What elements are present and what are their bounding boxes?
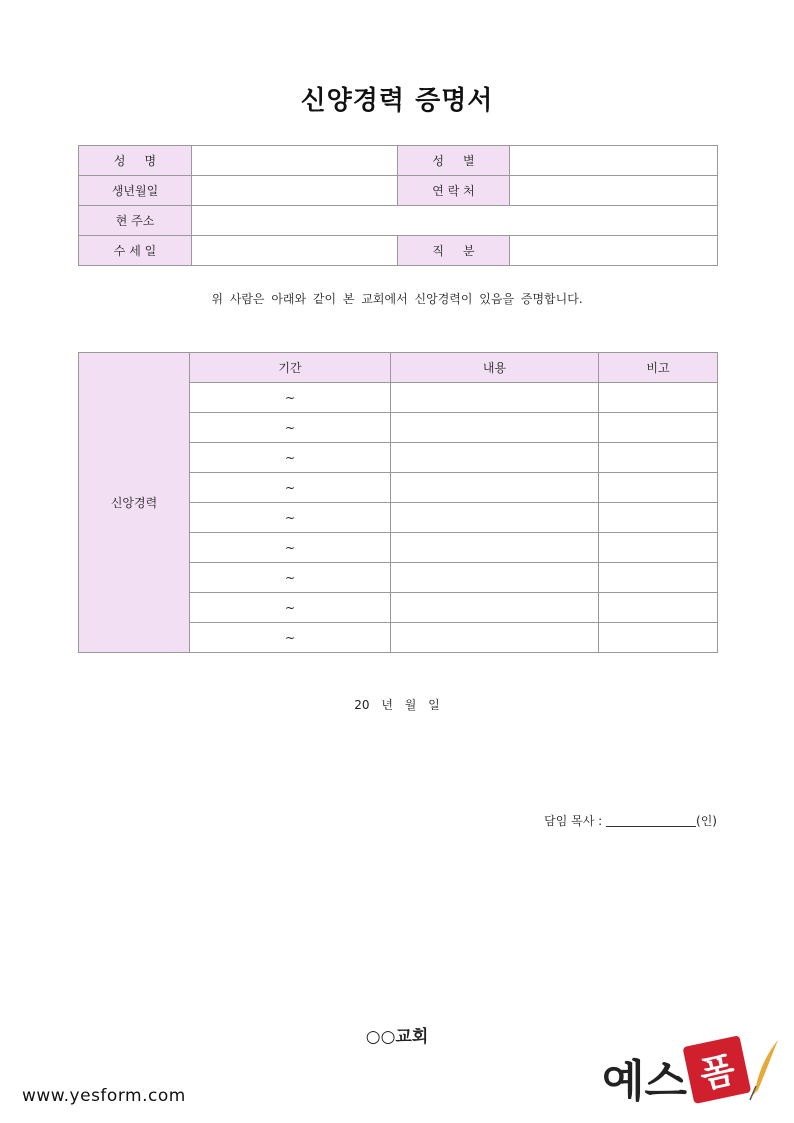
gender-field[interactable] xyxy=(510,146,718,176)
content-cell[interactable] xyxy=(391,503,599,533)
seal-mark: (인) xyxy=(696,814,717,828)
personal-info-table xyxy=(78,145,718,266)
position-label: 직 분 xyxy=(398,236,510,266)
logo-text-main: 예스 xyxy=(602,1056,688,1107)
name-label: 성 명 xyxy=(79,146,192,176)
birth-label: 생년월일 xyxy=(79,176,192,206)
signature-line[interactable] xyxy=(606,814,696,827)
note-cell[interactable] xyxy=(599,623,718,653)
note-cell[interactable] xyxy=(599,443,718,473)
contact-label: 연 락 처 xyxy=(398,176,510,206)
logo-text-badge: 폼 xyxy=(696,1049,739,1097)
content-cell[interactable] xyxy=(391,413,599,443)
position-field[interactable] xyxy=(510,236,718,266)
period-cell[interactable]: ~ xyxy=(190,443,391,473)
certification-statement: 위 사람은 아래와 같이 본 교회에서 신앙경력이 있음을 증명합니다. xyxy=(211,292,583,306)
note-cell[interactable] xyxy=(599,503,718,533)
church-name: ○○교회 xyxy=(365,1027,429,1047)
pastor-label: 담임 목사 : xyxy=(544,814,603,828)
birth-field[interactable] xyxy=(192,176,398,206)
document-title: 신양경력 증명서 xyxy=(300,86,494,116)
period-cell[interactable]: ~ xyxy=(190,563,391,593)
history-section-label: 신앙경력 xyxy=(79,353,190,653)
period-header: 기간 xyxy=(190,353,391,383)
gender-label: 성 별 xyxy=(398,146,510,176)
website-url[interactable]: www.yesform.com xyxy=(22,1086,186,1106)
address-field[interactable] xyxy=(192,206,718,236)
contact-field[interactable] xyxy=(510,176,718,206)
content-cell[interactable] xyxy=(391,623,599,653)
name-field[interactable] xyxy=(192,146,398,176)
content-cell[interactable] xyxy=(391,593,599,623)
content-cell[interactable] xyxy=(391,443,599,473)
yesform-logo xyxy=(600,1030,782,1110)
note-cell[interactable] xyxy=(599,563,718,593)
period-cell[interactable]: ~ xyxy=(190,503,391,533)
period-cell[interactable]: ~ xyxy=(190,533,391,563)
pastor-signature xyxy=(544,812,717,829)
note-header: 비고 xyxy=(599,353,718,383)
note-cell[interactable] xyxy=(599,593,718,623)
period-cell[interactable]: ~ xyxy=(190,623,391,653)
content-cell[interactable] xyxy=(391,383,599,413)
quill-pen-icon xyxy=(750,1040,778,1100)
period-cell[interactable]: ~ xyxy=(190,413,391,443)
baptism-field[interactable] xyxy=(192,236,398,266)
date-line: 20 년 월 일 xyxy=(354,698,440,712)
period-cell[interactable]: ~ xyxy=(190,383,391,413)
note-cell[interactable] xyxy=(599,413,718,443)
note-cell[interactable] xyxy=(599,473,718,503)
baptism-label: 수 세 일 xyxy=(79,236,192,266)
content-cell[interactable] xyxy=(391,473,599,503)
faith-history-table xyxy=(78,352,718,653)
note-cell[interactable] xyxy=(599,533,718,563)
address-label: 현 주소 xyxy=(79,206,192,236)
content-header: 내용 xyxy=(391,353,599,383)
note-cell[interactable] xyxy=(599,383,718,413)
content-cell[interactable] xyxy=(391,533,599,563)
period-cell[interactable]: ~ xyxy=(190,593,391,623)
period-cell[interactable]: ~ xyxy=(190,473,391,503)
content-cell[interactable] xyxy=(391,563,599,593)
